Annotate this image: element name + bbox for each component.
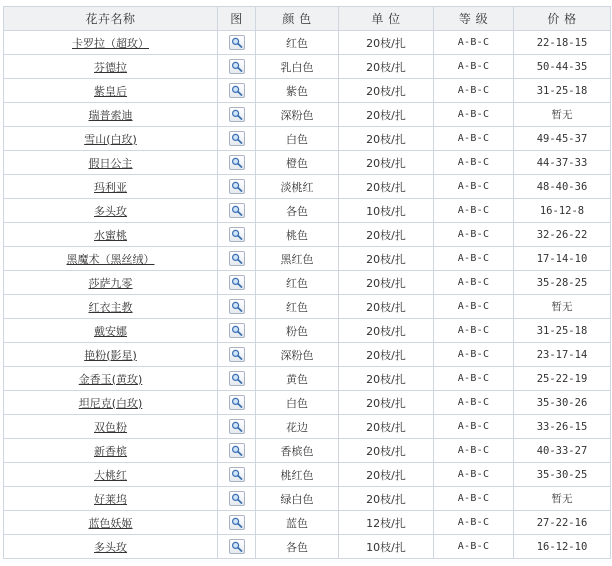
grade-cell: A-B-C [434,127,514,151]
table-row [4,31,611,55]
table-row [4,487,611,511]
flower-name-cell [4,175,218,199]
unit-cell: 20枝/扎 [339,127,434,151]
grade-cell: A-B-C [434,247,514,271]
unit-cell: 20枝/扎 [339,367,434,391]
image-cell [218,199,256,223]
color-cell: 红色 [256,271,339,295]
image-cell [218,55,256,79]
unit-cell: 20枝/扎 [339,223,434,247]
table-row [4,199,611,223]
unit-cell: 20枝/扎 [339,463,434,487]
grade-cell: A-B-C [434,151,514,175]
image-cell [218,319,256,343]
price-cell: 31-25-18 [514,79,611,103]
magnifier-icon[interactable] [229,59,245,74]
price-cell: 31-25-18 [514,319,611,343]
flower-name-cell [4,151,218,175]
flower-name-link[interactable]: 蓝色妖姬 [88,516,133,530]
color-cell: 各色 [256,535,339,559]
flower-name-cell [4,487,218,511]
color-cell: 黄色 [256,367,339,391]
price-cell: 44-37-33 [514,151,611,175]
flower-name-link[interactable]: 卡罗拉（超玫） [72,36,149,50]
grade-cell: A-B-C [434,199,514,223]
price-cell: 48-40-36 [514,175,611,199]
grade-cell: A-B-C [434,391,514,415]
flower-name-cell [4,343,218,367]
flower-name-link[interactable]: 艳粉(影星) [84,348,137,362]
magnifier-icon[interactable] [229,35,245,50]
magnifier-icon[interactable] [229,419,245,434]
table-row [4,439,611,463]
flower-name-cell [4,439,218,463]
unit-cell: 20枝/扎 [339,103,434,127]
magnifier-icon[interactable] [229,83,245,98]
flower-name-cell [4,319,218,343]
flower-name-cell [4,391,218,415]
table-row [4,127,611,151]
color-cell: 绿白色 [256,487,339,511]
table-row [4,247,611,271]
header-color: 颜 色 [256,7,339,31]
magnifier-icon[interactable] [229,203,245,218]
magnifier-icon[interactable] [229,347,245,362]
price-cell: 35-28-25 [514,271,611,295]
unit-cell: 20枝/扎 [339,343,434,367]
price-cell: 27-22-16 [514,511,611,535]
flower-name-cell [4,223,218,247]
flower-name-cell [4,367,218,391]
grade-cell: A-B-C [434,535,514,559]
flower-name-link[interactable]: 双色粉 [94,420,127,434]
grade-cell: A-B-C [434,439,514,463]
unit-cell: 20枝/扎 [339,55,434,79]
color-cell: 粉色 [256,319,339,343]
flower-name-link[interactable]: 坦尼克(白玫) [78,396,143,410]
flower-name-link[interactable]: 新香槟 [94,444,127,458]
color-cell: 白色 [256,391,339,415]
grade-cell: A-B-C [434,463,514,487]
flower-name-cell [4,79,218,103]
color-cell: 花边 [256,415,339,439]
table-row [4,79,611,103]
image-cell [218,151,256,175]
grade-cell: A-B-C [434,31,514,55]
table-row [4,151,611,175]
magnifier-icon[interactable] [229,107,245,122]
price-cell: 暂无 [514,295,611,319]
magnifier-icon[interactable] [229,275,245,290]
grade-cell: A-B-C [434,223,514,247]
flower-name-link[interactable]: 多头玫 [94,204,127,218]
image-cell [218,175,256,199]
table-row [4,55,611,79]
unit-cell: 20枝/扎 [339,247,434,271]
flower-name-cell [4,511,218,535]
flower-name-link[interactable]: 莎萨九零 [88,276,133,290]
image-cell [218,463,256,487]
price-cell: 17-14-10 [514,247,611,271]
price-cell: 暂无 [514,103,611,127]
magnifier-icon[interactable] [229,539,245,554]
header-unit: 单 位 [339,7,434,31]
table-row [4,319,611,343]
unit-cell: 12枝/扎 [339,511,434,535]
price-cell: 23-17-14 [514,343,611,367]
unit-cell: 20枝/扎 [339,487,434,511]
color-cell: 深粉色 [256,103,339,127]
grade-cell: A-B-C [434,511,514,535]
flower-name-cell [4,535,218,559]
table-header-row [4,7,611,31]
table-row [4,343,611,367]
price-cell: 49-45-37 [514,127,611,151]
flower-price-table [3,6,611,559]
color-cell: 红色 [256,31,339,55]
unit-cell: 20枝/扎 [339,271,434,295]
color-cell: 黑红色 [256,247,339,271]
flower-name-link[interactable]: 多头玫 [94,540,127,554]
magnifier-icon[interactable] [229,515,245,530]
price-cell: 22-18-15 [514,31,611,55]
grade-cell: A-B-C [434,367,514,391]
table-row [4,271,611,295]
image-cell [218,415,256,439]
image-cell [218,511,256,535]
image-cell [218,247,256,271]
image-cell [218,295,256,319]
grade-cell: A-B-C [434,343,514,367]
price-cell: 32-26-22 [514,223,611,247]
table-row [4,103,611,127]
unit-cell: 20枝/扎 [339,175,434,199]
magnifier-icon[interactable] [229,251,245,266]
flower-name-link[interactable]: 戴安娜 [94,324,127,338]
table-row [4,511,611,535]
grade-cell: A-B-C [434,295,514,319]
unit-cell: 20枝/扎 [339,319,434,343]
color-cell: 白色 [256,127,339,151]
color-cell: 淡桃红 [256,175,339,199]
flower-name-cell [4,295,218,319]
grade-cell: A-B-C [434,319,514,343]
table-row [4,391,611,415]
image-cell [218,223,256,247]
flower-name-link[interactable]: 红衣主教 [88,300,133,314]
table-row [4,367,611,391]
magnifier-icon[interactable] [229,227,245,242]
flower-name-link[interactable]: 玛利亚 [94,180,127,194]
flower-name-link[interactable]: 水蜜桃 [94,228,127,242]
unit-cell: 20枝/扎 [339,439,434,463]
magnifier-icon[interactable] [229,371,245,386]
color-cell: 蓝色 [256,511,339,535]
image-cell [218,31,256,55]
magnifier-icon[interactable] [229,323,245,338]
flower-name-link[interactable]: 瑞普索迪 [88,108,133,122]
flower-name-cell [4,199,218,223]
header-price: 价 格 [514,7,611,31]
flower-name-cell [4,415,218,439]
unit-cell: 20枝/扎 [339,79,434,103]
magnifier-icon[interactable] [229,467,245,482]
image-cell [218,367,256,391]
unit-cell: 20枝/扎 [339,295,434,319]
flower-name-link[interactable]: 金香玉(黄玫) [78,372,143,386]
price-cell: 16-12-8 [514,199,611,223]
flower-name-link[interactable]: 芬德拉 [94,60,127,74]
price-cell: 50-44-35 [514,55,611,79]
unit-cell: 20枝/扎 [339,151,434,175]
color-cell: 乳白色 [256,55,339,79]
grade-cell: A-B-C [434,55,514,79]
magnifier-icon[interactable] [229,395,245,410]
grade-cell: A-B-C [434,175,514,199]
color-cell: 各色 [256,199,339,223]
table-row [4,223,611,247]
magnifier-icon[interactable] [229,491,245,506]
grade-cell: A-B-C [434,487,514,511]
unit-cell: 20枝/扎 [339,415,434,439]
unit-cell: 10枝/扎 [339,535,434,559]
color-cell: 香槟色 [256,439,339,463]
flower-name-cell [4,127,218,151]
image-cell [218,343,256,367]
flower-name-cell [4,271,218,295]
price-cell: 35-30-25 [514,463,611,487]
image-cell [218,271,256,295]
price-cell: 40-33-27 [514,439,611,463]
price-cell: 33-26-15 [514,415,611,439]
color-cell: 橙色 [256,151,339,175]
flower-price-table-container [3,6,611,559]
table-row [4,535,611,559]
unit-cell: 20枝/扎 [339,391,434,415]
price-cell: 35-30-26 [514,391,611,415]
unit-cell: 10枝/扎 [339,199,434,223]
color-cell: 紫色 [256,79,339,103]
color-cell: 桃色 [256,223,339,247]
grade-cell: A-B-C [434,103,514,127]
grade-cell: A-B-C [434,79,514,103]
flower-name-link[interactable]: 雪山(白玫) [84,132,137,146]
price-cell: 25-22-19 [514,367,611,391]
flower-name-link[interactable]: 好莱坞 [94,492,127,506]
table-row [4,415,611,439]
header-image: 图 [218,7,256,31]
magnifier-icon[interactable] [229,155,245,170]
grade-cell: A-B-C [434,271,514,295]
image-cell [218,487,256,511]
flower-name-link[interactable]: 紫皇后 [94,84,127,98]
flower-name-link[interactable]: 黑魔术（黑丝绒） [66,252,155,266]
color-cell: 深粉色 [256,343,339,367]
flower-name-link[interactable]: 假日公主 [88,156,133,170]
color-cell: 桃红色 [256,463,339,487]
magnifier-icon[interactable] [229,179,245,194]
table-row [4,175,611,199]
image-cell [218,103,256,127]
image-cell [218,535,256,559]
flower-name-cell [4,463,218,487]
header-grade: 等 级 [434,7,514,31]
table-row [4,463,611,487]
magnifier-icon[interactable] [229,131,245,146]
flower-name-cell [4,103,218,127]
table-body [4,31,611,559]
image-cell [218,439,256,463]
table-row [4,295,611,319]
grade-cell: A-B-C [434,415,514,439]
magnifier-icon[interactable] [229,443,245,458]
magnifier-icon[interactable] [229,299,245,314]
image-cell [218,391,256,415]
image-cell [218,127,256,151]
flower-name-cell [4,55,218,79]
price-cell: 16-12-10 [514,535,611,559]
flower-name-link[interactable]: 大桃红 [94,468,127,482]
image-cell [218,79,256,103]
flower-name-cell [4,31,218,55]
color-cell: 红色 [256,295,339,319]
flower-name-cell [4,247,218,271]
price-cell: 暂无 [514,487,611,511]
header-flower-name: 花卉名称 [4,7,218,31]
unit-cell: 20枝/扎 [339,31,434,55]
